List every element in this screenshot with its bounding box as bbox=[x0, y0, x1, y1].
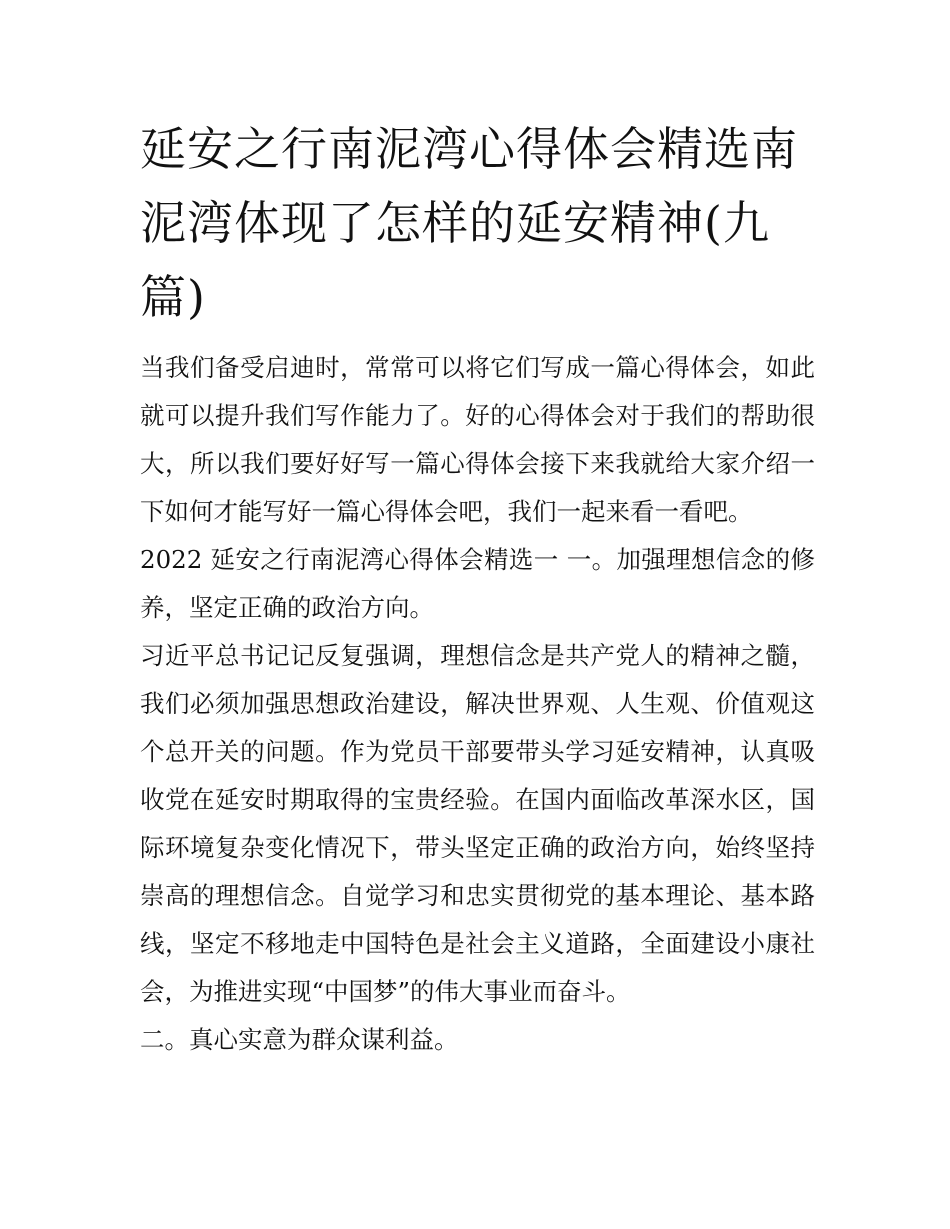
document-title: 延安之行南泥湾心得体会精选南泥湾体现了怎样的延安精神(九篇) bbox=[140, 122, 798, 324]
intro-paragraph: 当我们备受启迪时，常常可以将它们写成一篇心得体会，如此就可以提升我们写作能力了。好的心得体会对于我们的帮助很大，所以我们要好好写一篇心得体会接下来我就给大家介绍一下如何才能写好一篇心得体会吧，我们一起来看一看吧。 bbox=[140, 353, 815, 526]
body-paragraph: 习近平总书记记反复强调，理想信念是共产党人的精神之髓，我们必须加强思想政治建设，解决世界观、人生观、价值观这个总开关的问题。作为党员干部要带头学习延安精神，认真吸收党在延安时期取得的宝贵经验。在国内面临改革深水区，国际环境复杂变化情况下，带头坚定正确的政治方向，始终坚持崇高的理想信念。自觉学习和忠实贯彻党的基本理论、基本路线，坚定不移地走中国特色是社会主义道路，全面建设小康社会，为推进实现“中国梦”的伟大事业而奋斗。 bbox=[140, 641, 815, 1006]
section-two-heading: 二。真心实意为群众谋利益。 bbox=[140, 1025, 459, 1054]
document-content bbox=[140, 112, 815, 1064]
section-one-heading: 2022 延安之行南泥湾心得体会精选一 一。加强理想信念的修养，坚定正确的政治方向。 bbox=[140, 545, 815, 622]
